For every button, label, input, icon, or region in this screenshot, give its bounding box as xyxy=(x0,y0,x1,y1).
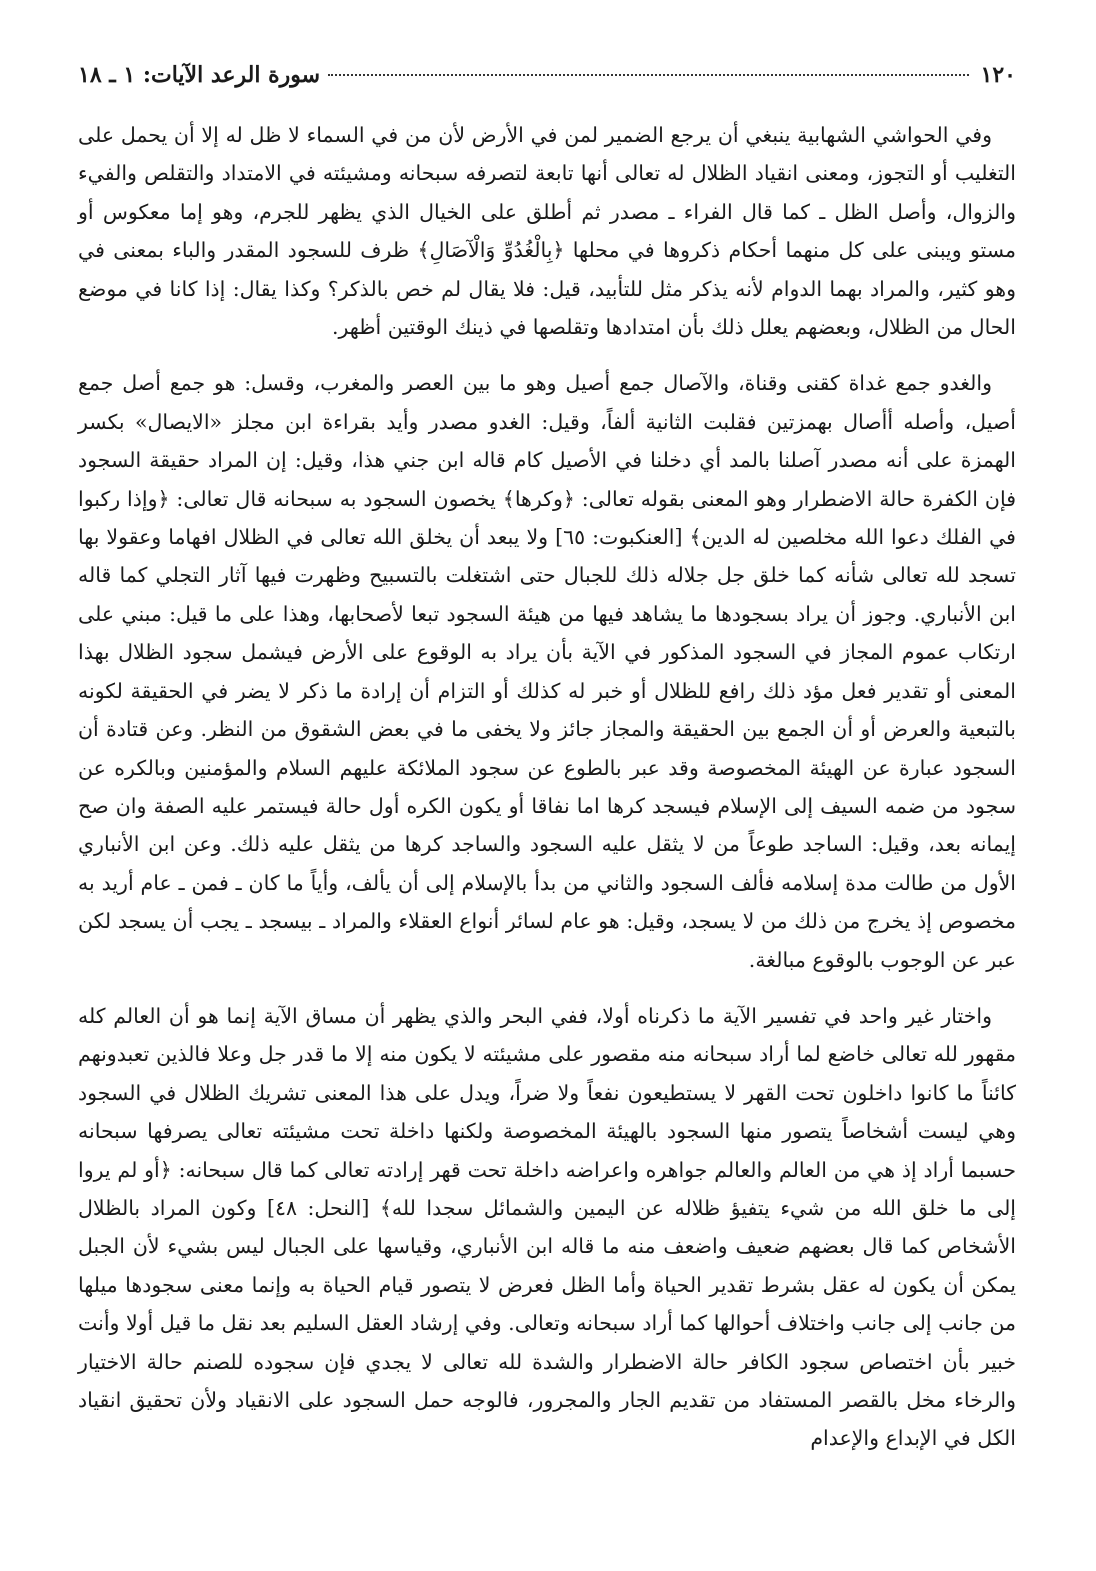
dotted-leader xyxy=(328,74,968,76)
paragraph-3: واختار غير واحد في تفسير الآية ما ذكرناه أولا، ففي البحر والذي يظهر أن مساق الآية إنما هو أن العالم كله مقهور لله تعالى خاضع لما أراد سبحانه منه مقصور على مشيئته لا يكون منه إلا ما قدر جل وعلا فالذين تعبدونهم كائناً ما كانوا داخلون تحت القهر لا يستطيعون نفعاً ولا ضراً، ويدل على هذا المعنى تشريك الظلال في السجود وهي ليست أشخاصاً يتصور منها السجود بالهيئة المخصوصة ولكنها داخلة تحت مشيئته تعالى يصرفها سبحانه حسبما أراد إذ هي من العالم والعالم جواهره واعراضه داخلة تحت قهر إرادته تعالى كما قال سبحانه: ﴿أو لم يروا إلى ما خلق الله من شيء يتفيؤ ظلاله عن اليمين والشمائل سجدا لله﴾ [النحل: ٤٨] وكون المراد بالظلال الأشخاص كما قال بعضهم ضعيف واضعف منه ما قاله ابن الأنباري، وقياسها على الجبال ليس بشيء لأن الجبل يمكن أن يكون له عقل بشرط تقدير الحياة وأما الظل فعرض لا يتصور قيام الحياة به وإنما معنى سجودها ميلها من جانب إلى جانب واختلاف أحوالها كما أراد سبحانه وتعالى. وفي إرشاد العقل السليم بعد نقل ما قيل أولا وأنت خبير بأن اختصاص سجود الكافر حالة الاضطرار والشدة لله تعالى لا يجدي فإن سجوده للصنم حالة الاختيار والرخاء مخل بالقصر المستفاد من تقديم الجار والمجرور، فالوجه حمل السجود على الانقياد ولأن تحقيق انقياد الكل في الإبداع والإعدام xyxy=(78,1003,1017,1451)
paragraph-2: والغدو جمع غداة كقنى وقناة، والآصال جمع أصيل وهو ما بين العصر والمغرب، وقسل: هو جمع أصل جمع أصيل، وأصله أأصال بهمزتين فقلبت الثانية ألفاً، وقيل: الغدو مصدر وأيد بقراءة ابن مجلز «الايصال» بكسر الهمزة على أنه مصدر آصلنا بالمد أي دخلنا في الأصيل كام قاله ابن جني هذا، وقيل: إن المراد حقيقة السجود فإن الكفرة حالة الاضطرار وهو المعنى بقوله تعالى: ﴿وكرها﴾ يخصون السجود به سبحانه قال تعالى: ﴿وإذا ركبوا في الفلك دعوا الله مخلصين له الدين﴾ [العنكبوت: ٦٥] ولا يبعد أن يخلق الله تعالى في الظلال افهاما وعقولا بها تسجد لله تعالى شأنه كما خلق جل جلاله ذلك للجبال حتى اشتغلت بالتسبيح وظهرت فيها آثار التجلي كما قاله ابن الأنباري. وجوز أن يراد بسجودها ما يشاهد فيها من هيئة السجود تبعا لأصحابها، وهذا على ما قيل: مبني على ارتكاب عموم المجاز في السجود المذكور في الآية بأن يراد به الوقوع على الأرض فيشمل سجود الظلال بهذا المعنى أو تقدير فعل مؤد ذلك رافع للظلال أو خبر له كذلك أو التزام أن إرادة ما ذكر لا يضر في الحقيقة لكونه بالتبعية والعرض أو أن الجمع بين الحقيقة والمجاز جائز ولا يخفى ما في بعض الشقوق من النظر. وعن قتادة أن السجود عبارة عن الهيئة المخصوصة وقد عبر بالطوع عن سجود الملائكة عليهم السلام والمؤمنين وبالكره عن سجود من ضمه السيف إلى الإسلام فيسجد كرها اما نفاقا أو يكون الكره أول حالة فيستمر عليه الصفة وان صح إيمانه بعد، وقيل: الساجد طوعاً من لا يثقل عليه السجود والساجد كرها من يثقل عليه ذلك. وعن ابن الأنباري الأول من طالت مدة إسلامه فألف السجود والثاني من بدأ بالإسلام إلى أن يألف، وأياً ما كان ـ فمن ـ عام أريد به مخصوص إذ يخرج من ذلك من لا يسجد، وقيل: هو عام لسائر أنواع العقلاء والمراد ـ بيسجد ـ يجب أن يسجد لكن عبر عن الوجوب بالوقوع مبالغة. xyxy=(78,371,1016,972)
paragraph-1: وفي الحواشي الشهابية ينبغي أن يرجع الضمير لمن في الأرض لأن من في السماء لا ظل له إلا أن يحمل على التغليب أو التجوز، ومعنى انقياد الظلال له تعالى أنها تابعة لتصرفه سبحانه ومشيئته في الامتداد والتقلص والفيء والزوال، وأصل الظل ـ كما قال الفراء ـ مصدر ثم أطلق على الخيال الذي يظهر للجرم، وهو إما معكوس أو مستو ويبنى على كل منهما أحكام ذكروها في محلها ﴿بِالْغُدُوِّ وَالْآصَالِ﴾ ظرف للسجود المقدر والباء بمعنى في وهو كثير، والمراد بهما الدوام لأنه يذكر مثل للتأبيد، قيل: فلا يقال لم خص بالذكر؟ وكذا يقال: إذا كانا في موضع الحال من الظلال، وبعضهم يعلل ذلك بأن امتدادها وتقلصها في ذينك الوقتين أظهر. xyxy=(78,123,1016,340)
page-number: ١٢٠ xyxy=(980,62,1016,88)
page-body xyxy=(78,116,1016,1476)
running-title: سورة الرعد الآيات: ١ ـ ١٨ xyxy=(78,62,321,88)
running-header xyxy=(78,62,1016,98)
